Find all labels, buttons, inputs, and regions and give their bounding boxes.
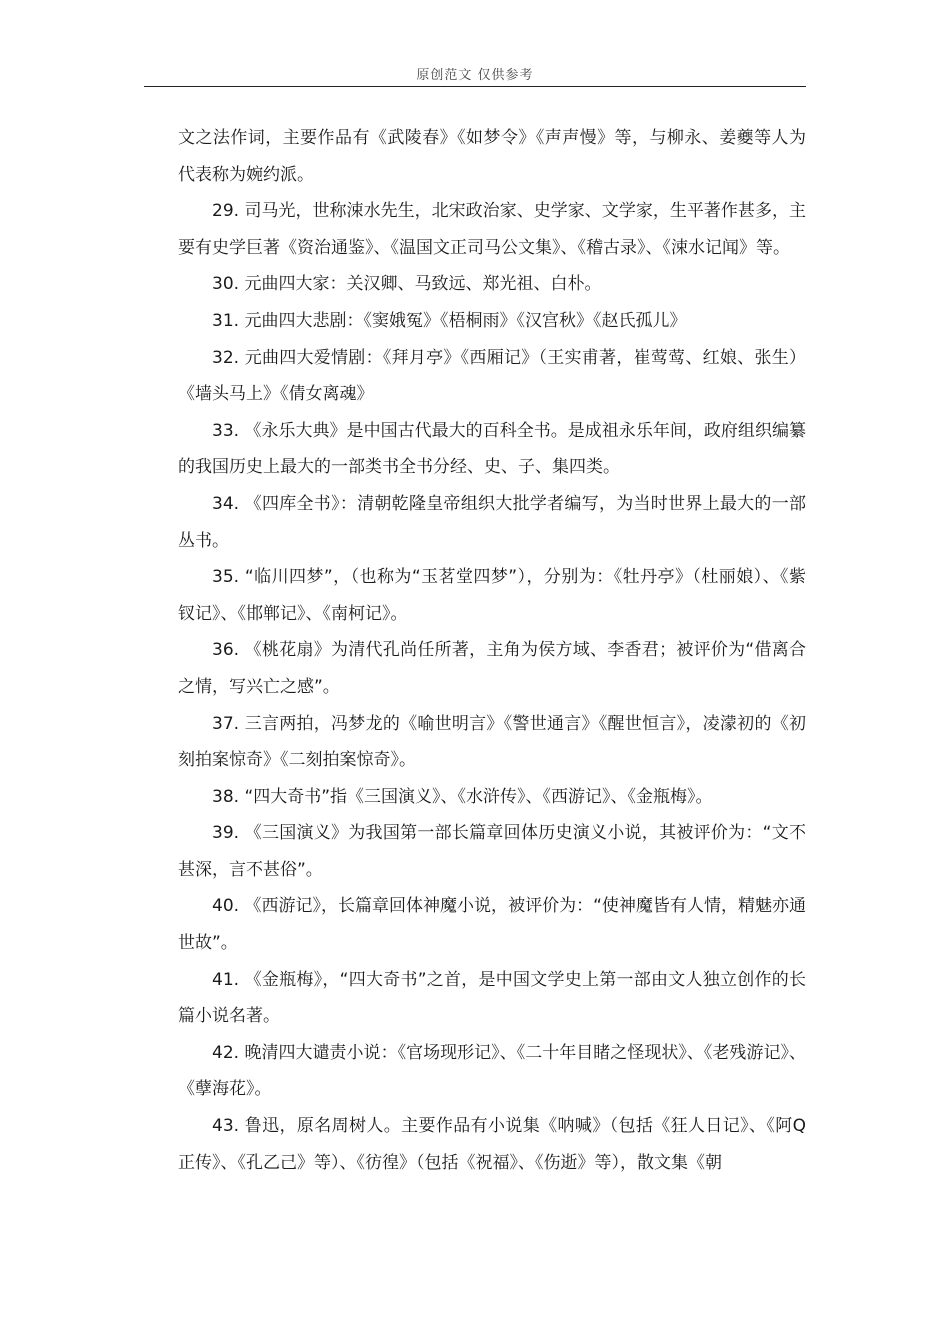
paragraph: 43. 鲁迅，原名周树人。主要作品有小说集《呐喊》（包括《狂人日记》、《阿Q正传》、《孔乙己》等）、《彷徨》（包括《祝福》、《伤逝》等），散文集《朝 — [178, 1116, 806, 1173]
paragraph: 42. 晚清四大谴责小说：《官场现形记》、《二十年目睹之怪现状》、《老残游记》、《孽海花》。 — [178, 1042, 806, 1100]
header-text: 原创范文 仅供参考 — [416, 68, 534, 83]
paragraph: 37. 三言两拍，冯梦龙的《喻世明言》《警世通言》《醒世恒言》，凌濛初的《初刻拍案惊奇》《二刻拍案惊奇》。 — [178, 713, 806, 771]
paragraph: 39. 《三国演义》为我国第一部长篇章回体历史演义小说，其被评价为：“文不甚深，言不甚俗”。 — [178, 823, 806, 880]
document-body — [178, 120, 806, 1181]
paragraph: 41. 《金瓶梅》，“四大奇书”之首，是中国文学史上第一部由文人独立创作的长篇小说名著。 — [178, 969, 806, 1027]
paragraph: 38. “四大奇书”指《三国演义》、《水浒传》、《西游记》、《金瓶梅》。 — [212, 786, 713, 807]
paragraph: 33. 《永乐大典》是中国古代最大的百科全书。是成祖永乐年间，政府组织编纂的我国历史上最大的一部类书全书分经、史、子、集四类。 — [178, 420, 806, 478]
paragraph: 31. 元曲四大悲剧：《窦娥冤》《梧桐雨》《汉宫秋》《赵氏孤儿》 — [212, 310, 687, 331]
paragraph: 40. 《西游记》，长篇章回体神魔小说，被评价为：“使神魔皆有人情，精魅亦通世故”。 — [178, 896, 806, 954]
paragraph: 36. 《桃花扇》为清代孔尚任所著，主角为侯方域、李香君；被评价为“借离合之情，写兴亡之感”。 — [178, 640, 806, 697]
page-header — [144, 66, 806, 87]
paragraph: 32. 元曲四大爱情剧：《拜月亭》《西厢记》（王实甫著，崔莺莺、红娘、张生）《墙头马上》《倩女离魂》 — [178, 347, 806, 405]
paragraph: 文之法作词，主要作品有《武陵春》《如梦令》《声声慢》等，与柳永、姜夔等人为代表称为婉约派。 — [178, 128, 806, 185]
paragraph: 35. “临川四梦”，（也称为“玉茗堂四梦”），分别为：《牡丹亭》（杜丽娘）、《紫钗记》、《邯郸记》、《南柯记》。 — [178, 567, 806, 624]
paragraph: 30. 元曲四大家：关汉卿、马致远、郑光祖、白朴。 — [212, 274, 602, 295]
paragraph: 29. 司马光，世称涑水先生，北宋政治家、史学家、文学家，生平著作甚多，主要有史学巨著《资治通鉴》、《温国文正司马公文集》、《稽古录》、《涑水记闻》等。 — [178, 201, 806, 258]
paragraph: 34. 《四库全书》：清朝乾隆皇帝组织大批学者编写，为当时世界上最大的一部丛书。 — [178, 493, 806, 551]
